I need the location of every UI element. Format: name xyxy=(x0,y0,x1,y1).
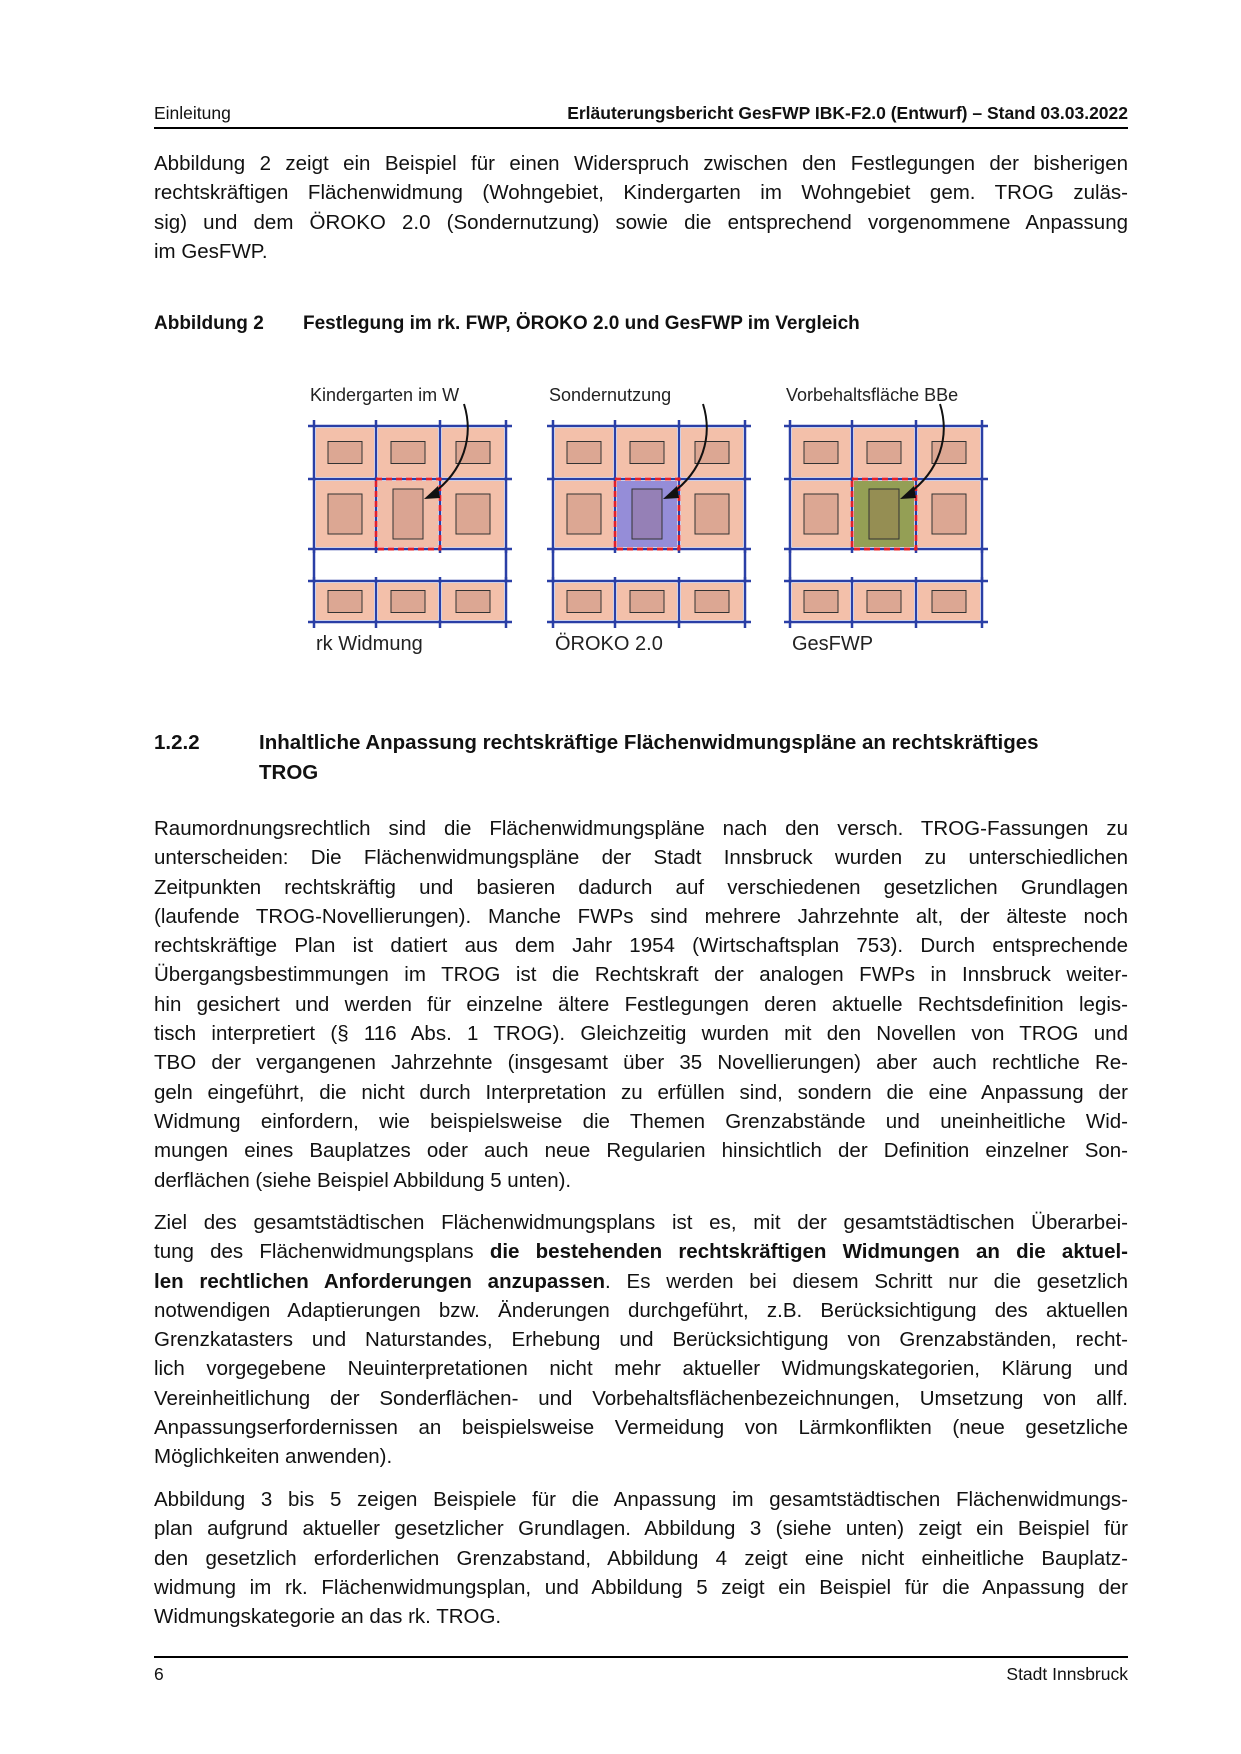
text-run: notwendigen Adaptierungen bzw. Änderungen durchgeführt, z.B. Berücksichtigung des aktuellen xyxy=(154,1298,1128,1322)
section-title xyxy=(259,728,1128,788)
text-run: plan aufgrund aktueller gesetzlicher Grundlagen. Abbildung 3 (siehe unten) zeigt ein Beispiel für xyxy=(154,1517,1128,1541)
text-line xyxy=(154,1384,1128,1413)
building xyxy=(393,489,423,539)
text-run: den gesetzlich erforderlichen Grenzabstand, Abbildung 4 zeigt eine nicht einheitliche Bauplatz- xyxy=(154,1546,1128,1570)
text-line xyxy=(154,1325,1128,1354)
building xyxy=(869,489,899,539)
text-run: (laufende TROG-Novellierungen). Manche FWPs sind mehrere Jahrzehnte alt, der älteste noch xyxy=(154,904,1128,928)
body-paragraph-1 xyxy=(154,814,1128,1195)
text-run: TBO der vergangenen Jahrzehnte (insgesamt über 35 Novellierungen) aber auch rechtliche Re- xyxy=(154,1051,1128,1075)
text-line xyxy=(154,1544,1128,1573)
text-run: unterscheiden: Die Flächenwidmungspläne der Stadt Innsbruck wurden zu unterschiedlichen xyxy=(154,846,1128,870)
building xyxy=(630,591,664,613)
text-run: . Es werden bei diesem Schritt nur die gesetzlich xyxy=(605,1269,1128,1293)
text-line xyxy=(154,1166,1128,1195)
panel-bottom-label: rk Widmung xyxy=(316,633,423,655)
building xyxy=(328,591,362,613)
text-line xyxy=(154,1107,1128,1136)
building xyxy=(456,591,490,613)
building xyxy=(932,494,966,534)
text-line xyxy=(154,1413,1128,1442)
building xyxy=(695,494,729,534)
text-run: rechtskräftige Plan ist datiert aus dem Jahr 1954 (Wirtschaftsplan 753). Durch entsprechende xyxy=(154,934,1128,958)
text-run: Widmung einfordern, wie beispielsweise die Themen Grenzabstände und uneinheitliche Wid- xyxy=(154,1109,1128,1133)
section-title-line: Inhaltliche Anpassung rechtskräftige Flächenwidmungspläne an rechtskräftiges xyxy=(259,731,1039,754)
building xyxy=(804,442,838,464)
text-run: Möglichkeiten anwenden). xyxy=(154,1445,393,1469)
intro-paragraph xyxy=(154,149,1128,266)
text-line xyxy=(154,178,1128,207)
figure-number: Abbildung 2 xyxy=(154,313,264,334)
section-title-line: TROG xyxy=(259,761,319,784)
bold-text: die bestehenden rechtskräftigen Widmungen an die aktuel- xyxy=(489,1240,1128,1264)
text-line xyxy=(154,843,1128,872)
text-run: Abbildung 2 zeigt ein Beispiel für einen Widerspruch zwischen den Festlegungen der bisherigen xyxy=(154,152,1128,175)
text-run: Grenzkatasters und Naturstandes, Erhebung und Berücksichtigung von Grenzabständen, recht- xyxy=(154,1328,1128,1352)
text-line xyxy=(154,1296,1128,1325)
text-run: sig) und dem ÖROKO 2.0 (Sondernutzung) sowie die entsprechend vorgenommene Anpassung xyxy=(154,210,1128,234)
text-run: im GesFWP. xyxy=(154,239,268,263)
text-line xyxy=(154,990,1128,1019)
text-run: Zeitpunkten rechtskräftig und basieren dadurch auf verschiedenen gesetzlichen Grundlagen xyxy=(154,875,1128,899)
text-line xyxy=(154,1573,1128,1602)
text-line xyxy=(154,1019,1128,1048)
text-run: hin gesichert und werden für einzelne ältere Festlegungen deren aktuelle Rechtsdefinition legis- xyxy=(154,992,1128,1016)
text-run: derflächen (siehe Beispiel Abbildung 5 unten). xyxy=(154,1168,572,1192)
building xyxy=(804,591,838,613)
text-line xyxy=(154,208,1128,237)
text-line xyxy=(154,1602,1128,1631)
text-line xyxy=(154,1267,1128,1296)
building xyxy=(867,591,901,613)
text-line xyxy=(154,1078,1128,1107)
text-run: Raumordnungsrechtlich sind die Flächenwidmungspläne nach den versch. TROG-Fassungen zu xyxy=(154,817,1128,840)
text-line xyxy=(154,1485,1128,1514)
text-run: lich vorgegebene Neuinterpretationen nicht mehr aktueller Widmungskategorien, Klärung und xyxy=(154,1357,1128,1381)
page-number: 6 xyxy=(154,1664,164,1684)
building xyxy=(456,494,490,534)
building xyxy=(695,591,729,613)
text-line xyxy=(154,1136,1128,1165)
footer-publisher: Stadt Innsbruck xyxy=(1006,1664,1128,1684)
building xyxy=(328,494,362,534)
header-section: Einleitung xyxy=(154,103,231,123)
bold-text: len rechtlichen Anforderungen anzupassen xyxy=(154,1269,606,1293)
building xyxy=(391,442,425,464)
panel-top-label: Kindergarten im W xyxy=(310,385,460,405)
panel-top-label: Sondernutzung xyxy=(549,385,672,405)
text-line xyxy=(154,149,1128,178)
text-run: Anpassungserfordernissen an beispielsweise Vermeidung von Lärmkonflikten (neue gesetzliche xyxy=(154,1416,1128,1440)
building xyxy=(567,494,601,534)
text-line xyxy=(154,1442,1128,1471)
building xyxy=(867,442,901,464)
building xyxy=(630,442,664,464)
text-run: Ziel des gesamtstädtischen Flächenwidmungsplans ist es, mit der gesamtstädtischen Überarbei- xyxy=(154,1211,1128,1234)
panel-bottom-label: ÖROKO 2.0 xyxy=(555,633,663,655)
body-paragraph-3 xyxy=(154,1485,1128,1631)
building xyxy=(391,591,425,613)
text-line xyxy=(154,1048,1128,1077)
building xyxy=(328,442,362,464)
text-run: geln eingeführt, die nicht durch Interpretation zu erfüllen sind, sondern die eine Anpassung der xyxy=(154,1080,1128,1104)
text-run: tisch interpretiert (§ 116 Abs. 1 TROG). Gleichzeitig wurden mit den Novellen von TROG und xyxy=(154,1022,1128,1046)
body-paragraph-2 xyxy=(154,1208,1128,1472)
panel-bottom-label: GesFWP xyxy=(792,633,874,655)
text-run: rechtskräftigen Flächenwidmung (Wohngebiet, Kindergarten im Wohngebiet gem. TROG zuläs- xyxy=(154,181,1128,205)
text-run: widmung im rk. Flächenwidmungsplan, und Abbildung 5 zeigt ein Beispiel für die Anpassung der xyxy=(154,1575,1128,1599)
text-line xyxy=(154,931,1128,960)
header-title: Erläuterungsbericht GesFWP IBK-F2.0 (Entwurf) – Stand 03.03.2022 xyxy=(567,103,1128,123)
footer-rule xyxy=(154,1656,1128,1658)
figure-title: Festlegung im rk. FWP, ÖROKO 2.0 und GesFWP im Vergleich xyxy=(303,313,860,334)
building xyxy=(804,494,838,534)
text-run: Übergangsbestimmungen im TROG ist die Rechtskraft der analogen FWPs in Innsbruck weiter- xyxy=(154,963,1128,987)
text-line xyxy=(154,1208,1128,1237)
text-line xyxy=(154,873,1128,902)
text-line xyxy=(154,902,1128,931)
text-run: mungen eines Bauplatzes oder auch neue Regularien hinsichtlich der Definition einzelner Son- xyxy=(154,1139,1128,1163)
building xyxy=(932,591,966,613)
text-line xyxy=(154,814,1128,843)
building xyxy=(567,591,601,613)
text-run: Vereinheitlichung der Sonderflächen- und Vorbehaltsflächenbezeichnungen, Umsetzung von allf. xyxy=(154,1386,1128,1410)
text-line xyxy=(154,960,1128,989)
figure-sketch xyxy=(280,365,1020,695)
text-run: Widmungskategorie an das rk. TROG. xyxy=(154,1605,502,1629)
panel-top-label: Vorbehaltsfläche BBe xyxy=(786,385,959,405)
text-line xyxy=(154,1514,1128,1543)
text-run: Abbildung 3 bis 5 zeigen Beispiele für die Anpassung im gesamtstädtischen Flächenwidmungs- xyxy=(154,1488,1128,1511)
building xyxy=(632,489,662,539)
text-line xyxy=(154,1237,1128,1266)
text-line xyxy=(154,1354,1128,1383)
header-rule xyxy=(154,127,1128,129)
text-run: tung des Flächenwidmungsplans xyxy=(154,1240,490,1264)
building xyxy=(567,442,601,464)
text-line xyxy=(154,237,1128,266)
section-number: 1.2.2 xyxy=(154,731,200,754)
